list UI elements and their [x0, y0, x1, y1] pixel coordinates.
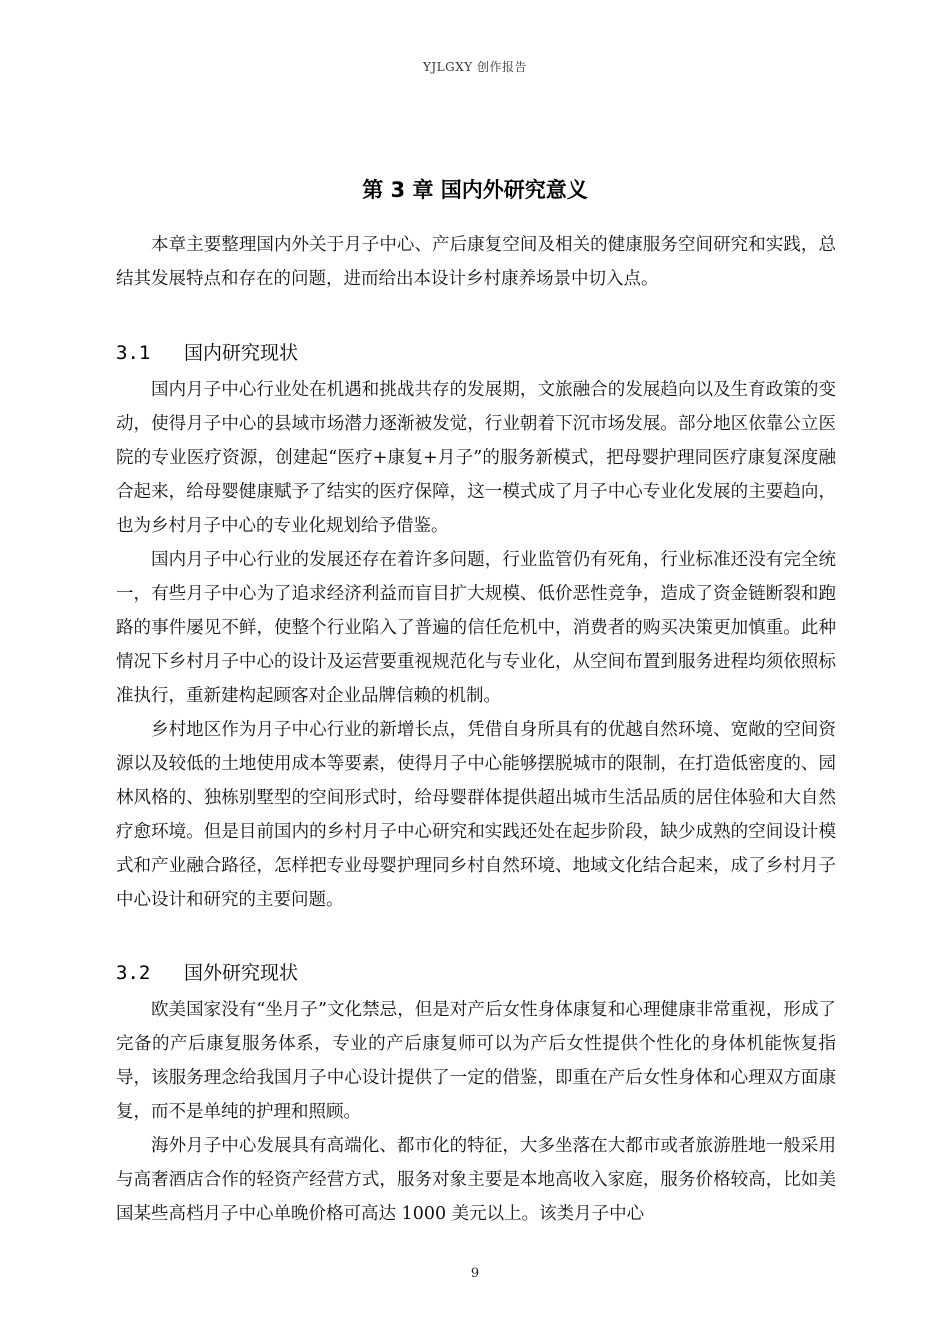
running-header: YJLGXY 创作报告 — [422, 60, 528, 74]
paragraph: 国内月子中心行业的发展还存在着许多问题，行业监管仍有死角，行业标准还没有完全统一，有些月子中心为了追求经济利益而盲目扩大规模、低价恶性竞争，造成了资金链断裂和跑路的事件屡见不鲜，使整个行业陷入了普遍的信任危机中，消费者的购买决策更加慎重。此种情况下乡村月子中心的设计及运营要重视规范化与专业化，从空间布置到服务进程均须依照标准执行，重新建构起顾客对企业品牌信赖的机制。 — [116, 550, 836, 706]
section-title: 国内研究现状 — [184, 342, 299, 364]
paragraph: 国内月子中心行业处在机遇和挑战共存的发展期，文旅融合的发展趋向以及生育政策的变动，使得月子中心的县域市场潜力逐渐被发觉，行业朝着下沉市场发展。部分地区依靠公立医院的专业医疗资源，创建起“医疗+康复+月子”的服务新模式，把母婴护理同医疗康复深度融合起来，给母婴健康赋予了结实的医疗保障，这一模式成了月子中心专业化发展的主要趋向，也为乡村月子中心的专业化规划给予借鉴。 — [116, 380, 836, 536]
chapter-title: 第 3 章 国内外研究意义 — [362, 178, 588, 202]
section-heading-3-1 — [116, 333, 836, 373]
paragraph: 海外月子中心发展具有高端化、都市化的特征，大多坐落在大都市或者旅游胜地一般采用与高奢酒店合作的轻资产经营方式，服务对象主要是本地高收入家庭，服务价格较高，比如美国某些高档月子中心单晚价格可高达 1000 美元以上。该类月子中心 — [116, 1136, 836, 1224]
page-number: 9 — [470, 1266, 480, 1281]
paragraph: 乡村地区作为月子中心行业的新增长点，凭借自身所具有的优越自然环境、宽敞的空间资源以及较低的土地使用成本等要素，使得月子中心能够摆脱城市的限制，在打造低密度的、园林风格的、独栋别墅型的空间形式时，给母婴群体提供超出城市生活品质的居住体验和大自然疗愈环境。但是目前国内的乡村月子中心研究和实践还处在起步阶段，缺少成熟的空间设计模式和产业融合路径，怎样把专业母婴护理同乡村自然环境、地域文化结合起来，成了乡村月子中心设计和研究的主要问题。 — [116, 720, 836, 910]
body-content — [116, 228, 836, 1231]
paragraph: 欧美国家没有“坐月子”文化禁忌，但是对产后女性身体康复和心理健康非常重视，形成了完备的产后康复服务体系，专业的产后康复师可以为产后女性提供个性化的身体机能恢复指导，该服务理念给我国月子中心设计提供了一定的借鉴，即重在产后女性身体和心理双方面康复，而不是单纯的护理和照顾。 — [116, 1000, 836, 1122]
section-number: 3.1 — [116, 342, 151, 364]
section-title: 国外研究现状 — [184, 962, 299, 984]
section-number: 3.2 — [116, 962, 151, 984]
intro-paragraph: 本章主要整理国内外关于月子中心、产后康复空间及相关的健康服务空间研究和实践，总结其发展特点和存在的问题，进而给出本设计乡村康养场景中切入点。 — [116, 235, 836, 289]
section-heading-3-2 — [116, 953, 836, 993]
